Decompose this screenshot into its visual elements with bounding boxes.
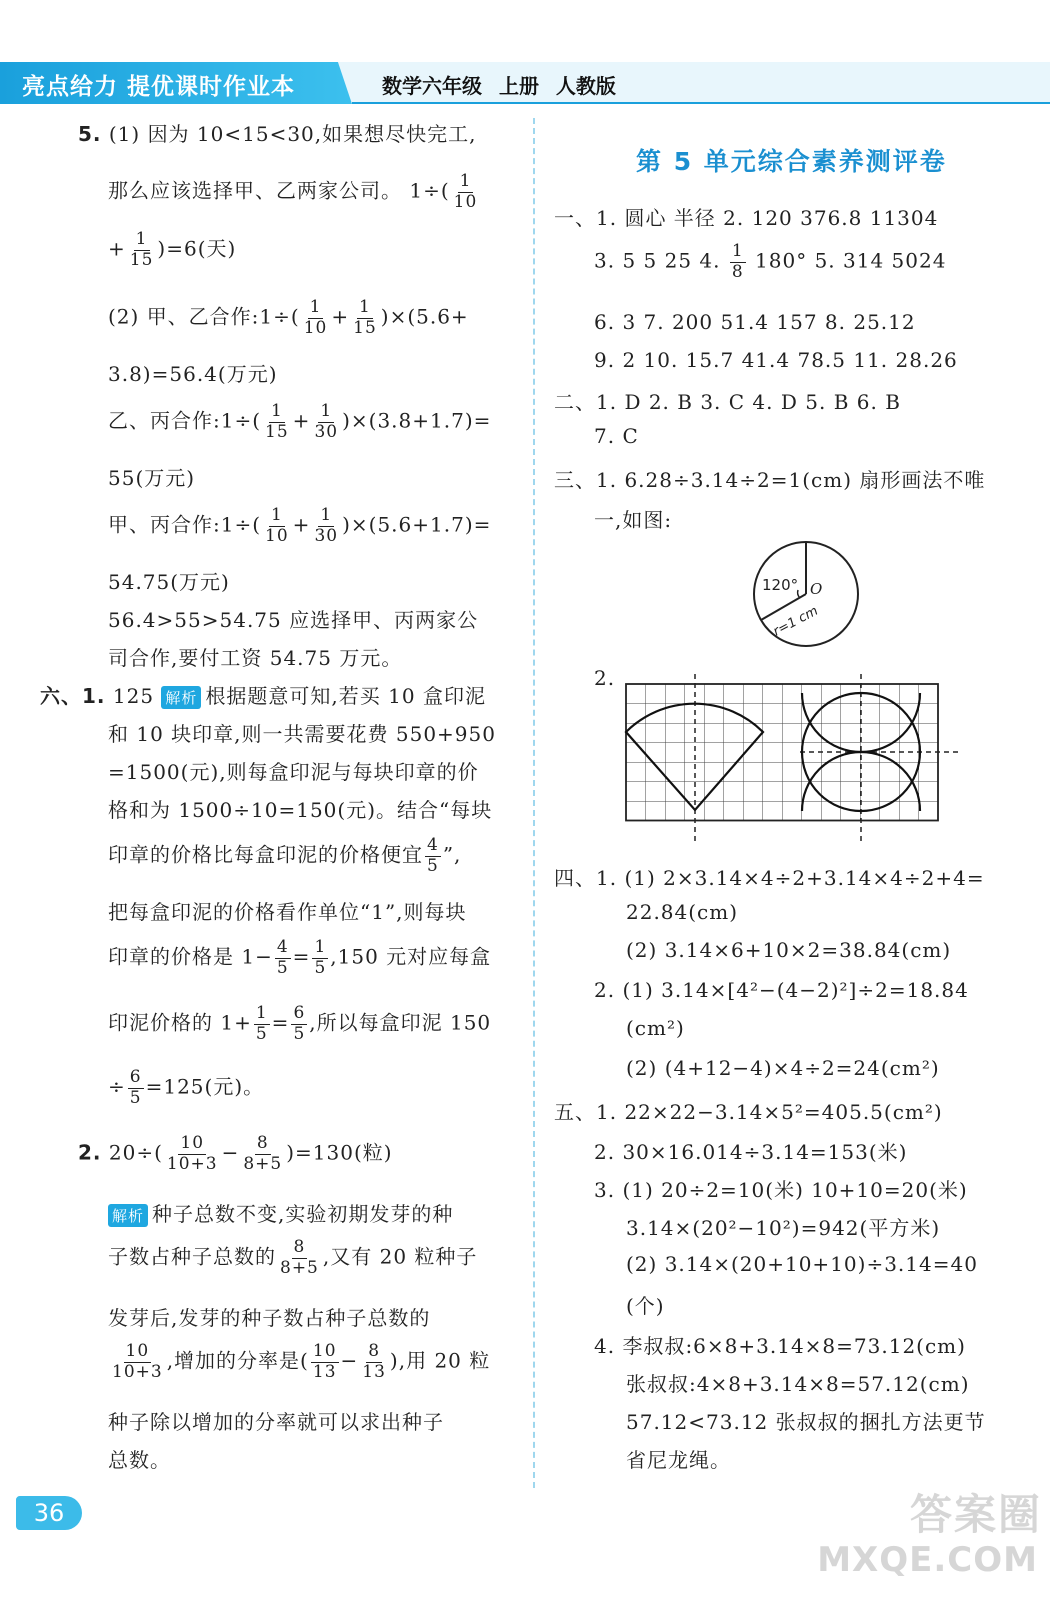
book-subtitle: 数学六年级 上册 人教版 (382, 74, 616, 98)
watermark-text-bottom: MXQE.COM (817, 1540, 1038, 1580)
q5-line-11: 司合作,要付工资 54.75 万元。 (108, 646, 403, 670)
s6-2-line-3 (108, 1238, 477, 1278)
s6-2-text-b: )=130(粒) (286, 1140, 393, 1165)
q5-number: 5. (78, 122, 102, 146)
fraction (165, 1134, 220, 1174)
divide-sign: ÷ (108, 1074, 126, 1099)
denominator: 5 (293, 1023, 306, 1044)
denominator: 10 (453, 191, 478, 212)
right-line-2 (594, 242, 946, 282)
right-line-21: (个) (626, 1294, 665, 1318)
numerator: 8 (368, 1341, 381, 1361)
plus-sign: + (331, 304, 350, 329)
denominator: 30 (314, 421, 339, 442)
denominator: 13 (362, 1361, 386, 1382)
denominator: 8 (731, 261, 744, 282)
numerator: 10 (180, 1133, 205, 1153)
numerator: 1 (320, 505, 333, 525)
s6-2-line-1 (78, 1134, 393, 1174)
numerator: 1 (270, 401, 283, 421)
s6-2-text-d2: ,又有 20 粒种子 (322, 1244, 478, 1269)
denominator: 10 (303, 317, 328, 338)
denominator: 15 (265, 421, 289, 442)
analysis-tag: 解析 (161, 686, 201, 709)
fraction (425, 836, 441, 876)
numerator: 4 (427, 835, 439, 855)
fraction (128, 1068, 144, 1108)
fraction (263, 402, 291, 442)
series-title: 亮点给力 提优课时作业本 (22, 74, 296, 100)
s6-1-text-h3: ,所以每盒印泥 150 (309, 1010, 492, 1035)
column-divider (533, 118, 535, 1488)
right-line-1: 一、1. 圆心 半径 2. 120 376.8 11304 (554, 206, 939, 230)
right-line-24: 57.12<73.12 张叔叔的捆扎方法更节 (626, 1410, 986, 1434)
numerator: 1 (731, 241, 744, 261)
q5-3-text-b: )×(3.8+1.7)= (342, 408, 492, 433)
equals-sign: = (292, 944, 311, 969)
q5-line-5: 3.8)=56.4(万元) (108, 362, 278, 386)
s6-2-line-4: 发芽后,发芽的种子数占种子总数的 (108, 1306, 431, 1330)
minus-sign: − (340, 1348, 359, 1373)
numerator: 1 (314, 937, 327, 957)
radius-label: r=1 cm (770, 603, 821, 640)
s6-2-line-7: 总数。 (108, 1448, 171, 1472)
minus-sign: − (221, 1140, 240, 1165)
denominator: 10+3 (166, 1153, 218, 1174)
s6-1-text-a: 根据题意可知,若买 10 盒印泥 (205, 684, 486, 708)
s6-2-line-5 (108, 1342, 490, 1382)
s6-line-8 (108, 1004, 491, 1044)
watermark-logo (817, 1482, 1042, 1594)
right-line-2b: 180° 5. 314 5024 (755, 248, 947, 273)
s6-line-5 (108, 836, 461, 876)
q5-2-text-b: )×(5.6+ (380, 304, 469, 329)
fraction (128, 230, 156, 270)
denominator: 8+5 (280, 1257, 319, 1278)
fraction (241, 1134, 284, 1174)
q5-3-text-a: 乙、丙合作:1÷( (108, 408, 262, 433)
q5-1-text-b: 那么应该选择甲、乙两家公司。 1÷( (108, 178, 450, 203)
numerator: 8 (293, 1237, 306, 1257)
right-line-11: 22.84(cm) (626, 900, 739, 924)
right-line-16: 五、1. 22×22−3.14×5²=405.5(cm²) (554, 1100, 943, 1124)
right-line-3: 6. 3 7. 200 51.4 157 8. 25.12 (594, 310, 916, 334)
q5-line-3 (108, 230, 236, 270)
s6-2-text-d1: 子数占种子总数的 (108, 1244, 276, 1269)
right-line-9: 2. (594, 666, 616, 690)
q5-line-8 (108, 506, 491, 546)
numerator: 1 (320, 401, 333, 421)
page-header (0, 0, 1050, 104)
denominator: 5 (427, 855, 439, 876)
right-line-14: (cm²) (626, 1016, 685, 1040)
denominator: 5 (314, 957, 327, 978)
analysis-tag: 解析 (108, 1204, 148, 1227)
q5-2-text-a: (2) 甲、乙合作:1÷( (108, 304, 300, 329)
numerator: 6 (293, 1003, 306, 1023)
numerator: 8 (256, 1133, 269, 1153)
s6-line-3: =1500(元),则每盒印泥与每块印章的价 (108, 760, 479, 784)
s6-2-text-a: 20÷( (108, 1140, 163, 1165)
s6-2-line-2 (108, 1198, 453, 1227)
s6-1-text-h1: 印泥价格的 1+ (108, 1010, 252, 1035)
denominator: 30 (314, 525, 339, 546)
s6-1-text-i2: =125(元)。 (145, 1074, 265, 1099)
fraction (263, 506, 291, 546)
q5-line-2 (108, 172, 481, 212)
numerator: 1 (255, 1003, 268, 1023)
q5-line-1 (78, 118, 477, 147)
s6-2-text-f1: ,增加的分率是( (166, 1348, 309, 1373)
right-line-17: 2. 30×16.014÷3.14=153(米) (594, 1140, 908, 1164)
fraction (278, 1238, 321, 1278)
right-line-8: 一,如图: (594, 508, 673, 532)
right-line-10: 四、1. (1) 2×3.14×4÷2+3.14×4÷2+4= (554, 866, 985, 890)
denominator: 10+3 (112, 1361, 163, 1382)
header-underline (352, 102, 1050, 104)
right-line-23: 张叔叔:4×8+3.14×8=57.12(cm) (626, 1372, 970, 1396)
denominator: 13 (312, 1361, 337, 1382)
s6-2-text-c: 种子总数不变,实验初期发芽的种 (152, 1202, 454, 1226)
denominator: 15 (129, 249, 154, 270)
s6-1-text-g1: 印章的价格是 1− (108, 944, 273, 969)
q5-1-text-a: (1) 因为 10<15<30,如果想尽快完工, (108, 122, 477, 146)
numerator: 10 (312, 1341, 337, 1361)
right-line-5: 二、1. D 2. B 3. C 4. D 5. B 6. B (554, 390, 901, 414)
unit-test-title: 第 5 单元综合素养测评卷 (636, 147, 947, 176)
fraction (302, 298, 330, 338)
right-line-19: 3.14×(20²−10²)=942(平方米) (626, 1216, 941, 1240)
q5-4-text-a: 甲、丙合作:1÷( (108, 512, 262, 537)
numerator: 1 (359, 297, 371, 317)
q5-line-6 (108, 402, 491, 442)
plus-sign: + (292, 512, 311, 537)
page-number: 36 (16, 1496, 82, 1530)
numerator: 6 (129, 1067, 142, 1087)
right-line-2a: 3. 5 5 25 4. (594, 248, 721, 273)
q5-line-10: 56.4>55>54.75 应选择甲、丙两家公 (108, 608, 479, 632)
s6-1-answer: 125 (112, 684, 155, 708)
equals-sign: = (271, 1010, 290, 1035)
right-line-22: 4. 李叔叔:6×8+3.14×8=73.12(cm) (594, 1334, 966, 1358)
circle-sector-figure (746, 538, 866, 650)
s6-line-1 (40, 680, 486, 709)
denominator: 5 (276, 957, 289, 978)
right-line-13: 2. (1) 3.14×[4²−(4−2)²]÷2=18.84 (594, 978, 969, 1002)
fraction (312, 506, 340, 546)
fraction (311, 1342, 339, 1382)
fraction (730, 242, 746, 282)
q5-line-4 (108, 298, 469, 338)
s6-line-9 (108, 1068, 264, 1108)
right-line-18: 3. (1) 20÷2=10(米) 10+10=20(米) (594, 1178, 968, 1202)
denominator: 5 (129, 1087, 142, 1108)
denominator: 5 (255, 1023, 268, 1044)
right-line-4: 9. 2 10. 15.7 41.4 78.5 11. 28.26 (594, 348, 958, 372)
fraction (291, 1004, 307, 1044)
q5-line-9: 54.75(万元) (108, 570, 230, 594)
plus-sign: + (292, 408, 311, 433)
denominator: 15 (353, 317, 377, 338)
right-line-15: (2) (4+12−4)×4÷2=24(cm²) (626, 1056, 940, 1080)
q5-4-text-b: )×(5.6+1.7)= (342, 512, 492, 537)
q5-1-result: )=6(天) (157, 236, 237, 261)
watermark-text-top: 答案圈 (909, 1490, 1042, 1539)
right-line-20: (2) 3.14×(20+10+10)÷3.14=40 (626, 1252, 978, 1276)
numerator: 4 (276, 937, 289, 957)
s6-number: 六、1. (40, 684, 106, 708)
s6-2-number: 2. (78, 1140, 102, 1165)
right-line-12: (2) 3.14×6+10×2=38.84(cm) (626, 938, 952, 962)
fraction (360, 1342, 388, 1382)
q5-1-plus: + (108, 236, 126, 261)
fraction (254, 1004, 270, 1044)
numerator: 10 (125, 1341, 150, 1361)
right-line-6: 7. C (594, 424, 639, 448)
grid-figure (622, 672, 964, 844)
s6-1-text-e: 印章的价格比每盒印泥的价格便宜 (108, 842, 423, 867)
s6-line-4: 格和为 1500÷10=150(元)。结合“每块 (108, 798, 493, 822)
fraction (110, 1342, 165, 1382)
s6-2-text-f2: ),用 20 粒 (389, 1348, 491, 1373)
s6-1-text-e2: ”, (442, 842, 462, 867)
s6-line-2: 和 10 块印章,则一共需要花费 550+950 (108, 722, 496, 746)
s6-line-7 (108, 938, 491, 978)
s6-2-line-6: 种子除以增加的分率就可以求出种子 (108, 1410, 444, 1434)
denominator: 8+5 (243, 1153, 283, 1174)
s6-line-6: 把每盒印泥的价格看作单位“1”,则每块 (108, 900, 467, 924)
numerator: 1 (270, 505, 283, 525)
fraction (312, 402, 340, 442)
right-line-25: 省尼龙绳。 (626, 1448, 731, 1472)
numerator: 1 (135, 229, 148, 249)
numerator: 1 (459, 171, 472, 191)
s6-1-text-g3: ,150 元对应每盒 (330, 944, 492, 969)
angle-label: 120° (762, 576, 799, 594)
q5-line-7: 55(万元) (108, 466, 196, 490)
numerator: 1 (309, 297, 322, 317)
fraction (312, 938, 328, 978)
fraction (452, 172, 480, 212)
center-label: O (810, 580, 823, 598)
fraction (275, 938, 291, 978)
right-line-7: 三、1. 6.28÷3.14÷2=1(cm) 扇形画法不唯 (554, 468, 986, 492)
fraction (351, 298, 379, 338)
denominator: 10 (265, 525, 289, 546)
